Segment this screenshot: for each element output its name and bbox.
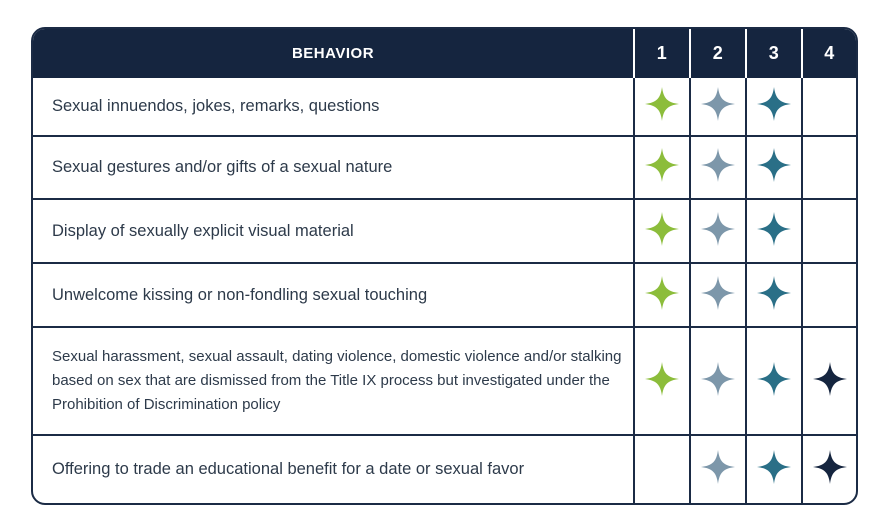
level-cell xyxy=(802,327,856,435)
level-1-header: 1 xyxy=(634,29,690,78)
table-row xyxy=(33,199,856,263)
level-cell xyxy=(802,136,856,199)
table-header-row xyxy=(33,29,856,78)
level-3-header: 3 xyxy=(746,29,802,78)
level-cell xyxy=(690,435,746,503)
level-cell xyxy=(690,136,746,199)
level-cell xyxy=(634,435,690,503)
four-point-star-icon xyxy=(700,361,736,397)
level-cell xyxy=(690,199,746,263)
four-point-star-icon xyxy=(644,275,680,311)
level-cell xyxy=(802,78,856,136)
table-row xyxy=(33,327,856,435)
level-4-header: 4 xyxy=(802,29,856,78)
table-row xyxy=(33,78,856,136)
four-point-star-icon xyxy=(644,361,680,397)
four-point-star-icon xyxy=(644,211,680,247)
table-row xyxy=(33,263,856,327)
level-cell xyxy=(746,435,802,503)
behavior-cell: Display of sexually explicit visual material xyxy=(33,199,634,263)
level-cell xyxy=(690,263,746,327)
level-cell xyxy=(802,435,856,503)
four-point-star-icon xyxy=(756,275,792,311)
four-point-star-icon xyxy=(756,361,792,397)
level-cell xyxy=(746,199,802,263)
four-point-star-icon xyxy=(756,211,792,247)
behavior-cell: Offering to trade an educational benefit for a date or sexual favor xyxy=(33,435,634,503)
four-point-star-icon xyxy=(812,449,848,485)
four-point-star-icon xyxy=(700,275,736,311)
four-point-star-icon xyxy=(700,86,736,122)
behavior-cell: Sexual gestures and/or gifts of a sexual nature xyxy=(33,136,634,199)
level-cell xyxy=(746,263,802,327)
level-2-header: 2 xyxy=(690,29,746,78)
level-cell xyxy=(746,78,802,136)
level-cell xyxy=(634,263,690,327)
behavior-cell: Sexual harassment, sexual assault, dating violence, domestic violence and/or stalking based on sex that are dismissed from the Title IX process but investigated under the Prohibition of Discrimination policy xyxy=(33,327,634,435)
behavior-column-header: BEHAVIOR xyxy=(291,45,375,62)
behavior-level-table xyxy=(33,29,856,503)
four-point-star-icon xyxy=(812,361,848,397)
level-cell xyxy=(634,199,690,263)
level-cell xyxy=(746,327,802,435)
level-cell xyxy=(634,327,690,435)
four-point-star-icon xyxy=(644,147,680,183)
level-cell xyxy=(690,327,746,435)
behavior-cell: Sexual innuendos, jokes, remarks, questions xyxy=(52,97,380,115)
level-cell xyxy=(746,136,802,199)
four-point-star-icon xyxy=(700,211,736,247)
table-row xyxy=(33,435,856,503)
level-cell xyxy=(802,263,856,327)
table-row xyxy=(33,136,856,199)
behavior-cell: Unwelcome kissing or non-fondling sexual touching xyxy=(33,263,634,327)
level-cell xyxy=(634,78,690,136)
four-point-star-icon xyxy=(644,86,680,122)
four-point-star-icon xyxy=(700,449,736,485)
level-cell xyxy=(634,136,690,199)
level-cell xyxy=(802,199,856,263)
behavior-table xyxy=(31,27,858,505)
four-point-star-icon xyxy=(756,147,792,183)
four-point-star-icon xyxy=(756,86,792,122)
level-cell xyxy=(690,78,746,136)
four-point-star-icon xyxy=(756,449,792,485)
four-point-star-icon xyxy=(700,147,736,183)
